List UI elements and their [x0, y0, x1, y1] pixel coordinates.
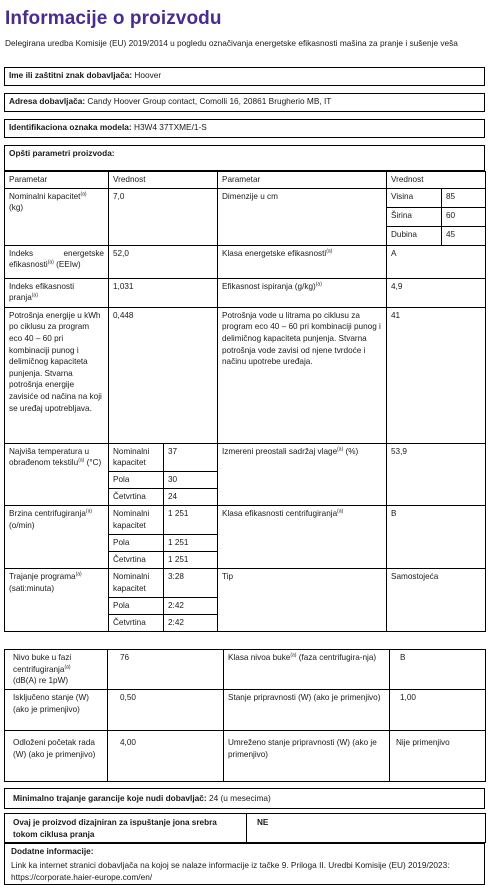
- header-value: Vrednost: [109, 172, 218, 189]
- noise-class-label: Klasa nivoa buke$^{(a)}$ (faza centrifugira-nja): [224, 650, 390, 690]
- table-row: [5, 278, 486, 307]
- type-label: Tip: [218, 568, 387, 631]
- spin-class-label: Klasa efikasnosti centrifugiranja$^{(a)}$: [218, 505, 387, 568]
- spin-speed-quarter-label: Četvrtina: [109, 551, 164, 568]
- delay-start-value: 4,00: [108, 731, 224, 782]
- address-row: [4, 93, 485, 112]
- silver-ion-label: Ovaj je proizvod dizajniran za ispuštanje jona srebra tokom ciklusa pranja: [5, 814, 247, 843]
- main-params-table: [4, 171, 486, 632]
- spin-speed-half-label: Pola: [109, 534, 164, 551]
- max-temp-quarter-label: Četvrtina: [109, 488, 164, 505]
- off-mode-value: 0,50: [108, 690, 224, 731]
- dim-depth-value: 45: [442, 226, 486, 245]
- spin-speed-label: Brzina centrifugiranja$^{(a)}$ (o/min): [5, 505, 109, 568]
- energy-consumption-label: Potrošnja energije u kWh po ciklusu za program eco 40 – 60 pri kombinaciji punog i delimičnog kapaciteta punjenja. Stvarna potrošnja energije zavisiće od načina na koji se uređaj upotrebljava.: [5, 307, 109, 443]
- header-param-2: Parametar: [218, 172, 387, 189]
- network-standby-value: Nije primenjivo: [390, 731, 486, 782]
- header-param: Parametar: [5, 172, 109, 189]
- dim-width-value: 60: [442, 207, 486, 226]
- additional-info-label: Dodatne informacije:: [11, 846, 94, 856]
- dim-height-label: Visina: [387, 188, 442, 207]
- table-row: [5, 245, 486, 278]
- page-title: Informacije o proizvodu: [5, 8, 222, 29]
- moisture-label: Izmereni preostali sadržaj vlage$^{(a)}$ (%): [218, 443, 387, 505]
- additional-info: [4, 843, 485, 885]
- table-row: [5, 731, 486, 782]
- table-header-row: [5, 172, 486, 189]
- table-row: [5, 307, 486, 443]
- table-row: [5, 690, 486, 731]
- rated-capacity-value: 7,0: [109, 188, 218, 245]
- guarantee-label: Minimalno trajanje garancije koje nudi dobavljač:: [13, 793, 207, 803]
- table-row: [5, 188, 486, 207]
- off-mode-label: Isključeno stanje (W) (ako je primenjivo): [5, 690, 108, 731]
- eei-value: 52,0: [109, 245, 218, 278]
- energy-consumption-value: 0,448: [109, 307, 218, 443]
- header-value-2: Vrednost: [387, 172, 486, 189]
- delay-start-label: Odloženi početak rada (W) (ako je primenjivo): [5, 731, 108, 782]
- dim-width-label: Širina: [387, 207, 442, 226]
- moisture-value: 53,9: [387, 443, 486, 505]
- duration-half-value: 2:42: [164, 597, 218, 614]
- eei-label: Indeks energetske efikasnosti$^{(a)}$ (EEIw): [5, 245, 109, 278]
- table-row: [5, 568, 486, 597]
- silver-ion-table: [4, 813, 486, 843]
- dim-depth-label: Dubina: [387, 226, 442, 245]
- standby-label: Stanje pripravnosti (W) (ako je primenjivo): [224, 690, 390, 731]
- guarantee-row: [4, 788, 485, 809]
- supplier-value: Hoover: [134, 70, 162, 80]
- guarantee-value: 24 (u mesecima): [208, 793, 271, 803]
- address-label: Adresa dobavljača:: [9, 96, 86, 106]
- standby-value: 1,00: [390, 690, 486, 731]
- max-temp-quarter-value: 24: [164, 488, 218, 505]
- model-value: H3W4 37TXME/1-S: [133, 122, 207, 132]
- general-params-title: [4, 145, 485, 171]
- rinsing-value: 4,9: [387, 278, 486, 307]
- rated-capacity-label: Nominalni kapacitet$^{(a)}$ (kg): [5, 188, 109, 245]
- washing-index-label: Indeks efikasnosti pranja$^{(a)}$: [5, 278, 109, 307]
- intro-text: Delegirana uredba Komisije (EU) 2019/2014 u pogledu označivanja energetske efikasnosti mašina za pranje i sušenje veša: [5, 38, 458, 48]
- noise-label: Nivo buke u fazi centrifugiranja$^{(a)}$ (dB(A) re 1pW): [5, 650, 108, 690]
- supplier-row: [4, 67, 485, 86]
- dim-height-value: 85: [442, 188, 486, 207]
- model-label: Identifikaciona oznaka modela:: [9, 122, 132, 132]
- spin-class-value: B: [387, 505, 486, 568]
- duration-label: Trajanje programa$^{(a)}$ (sati:minuta): [5, 568, 109, 631]
- table-row: [5, 505, 486, 534]
- duration-quarter-label: Četvrtina: [109, 614, 164, 631]
- water-consumption-label: Potrošnja vode u litrama po ciklusu za program eco 40 – 60 pri kombinaciji punog i delimičnog kapaciteta punjenja. Stvarna potrošnja vode zavisi od njene tvrdoće i načinu upotrebe uređaja.: [218, 307, 387, 443]
- network-standby-label: Umreženo stanje pripravnosti (W) (ako je primenjivo): [224, 731, 390, 782]
- additional-info-text: Link ka internet stranici dobavljača na kojoj se nalaze informacije iz tačke 9. Priloga II. Uredbi Komisije (EU) 2019/2023: https://corporate.haier-europe.com/en/: [11, 860, 450, 882]
- duration-rated-value: 3:28: [164, 568, 218, 597]
- table-row: [5, 814, 486, 843]
- spin-speed-quarter-value: 1 251: [164, 551, 218, 568]
- duration-half-label: Pola: [109, 597, 164, 614]
- secondary-params-table: [4, 649, 486, 782]
- type-value: Samostojeća: [387, 568, 486, 631]
- supplier-label: Ime ili zaštitni znak dobavljača:: [9, 70, 133, 80]
- spin-speed-half-value: 1 251: [164, 534, 218, 551]
- model-row: [4, 119, 485, 138]
- max-temp-half-label: Pola: [109, 471, 164, 488]
- duration-quarter-value: 2:42: [164, 614, 218, 631]
- max-temp-rated-label: Nominalni kapacitet: [109, 443, 164, 471]
- spin-speed-rated-value: 1 251: [164, 505, 218, 534]
- noise-value: 76: [108, 650, 224, 690]
- max-temp-half-value: 30: [164, 471, 218, 488]
- rinsing-label: Efikasnost ispiranja $(g/kg)^{(a)}$: [218, 278, 387, 307]
- duration-rated-label: Nominalni kapacitet: [109, 568, 164, 597]
- general-params-title-text: Opšti parametri proizvoda:: [9, 148, 115, 158]
- dimensions-label: Dimenzije u cm: [218, 188, 387, 245]
- energy-class-value: A: [387, 245, 486, 278]
- max-temp-rated-value: 37: [164, 443, 218, 471]
- address-value: Candy Hoover Group contact, Comolli 16, 20861 Brugherio MB, IT: [87, 96, 332, 106]
- noise-class-value: B: [390, 650, 486, 690]
- energy-class-label: Klasa energetske efikasnosti$^{(a)}$: [218, 245, 387, 278]
- table-row: [5, 443, 486, 471]
- spin-speed-rated-label: Nominalni kapacitet: [109, 505, 164, 534]
- max-temp-label: Najviša temperatura u obrađenom tekstilu$^{(a)}$ (°C): [5, 443, 109, 505]
- washing-index-value: 1,031: [109, 278, 218, 307]
- water-consumption-value: 41: [387, 307, 486, 443]
- table-row: [5, 650, 486, 690]
- silver-ion-value: NE: [247, 814, 486, 843]
